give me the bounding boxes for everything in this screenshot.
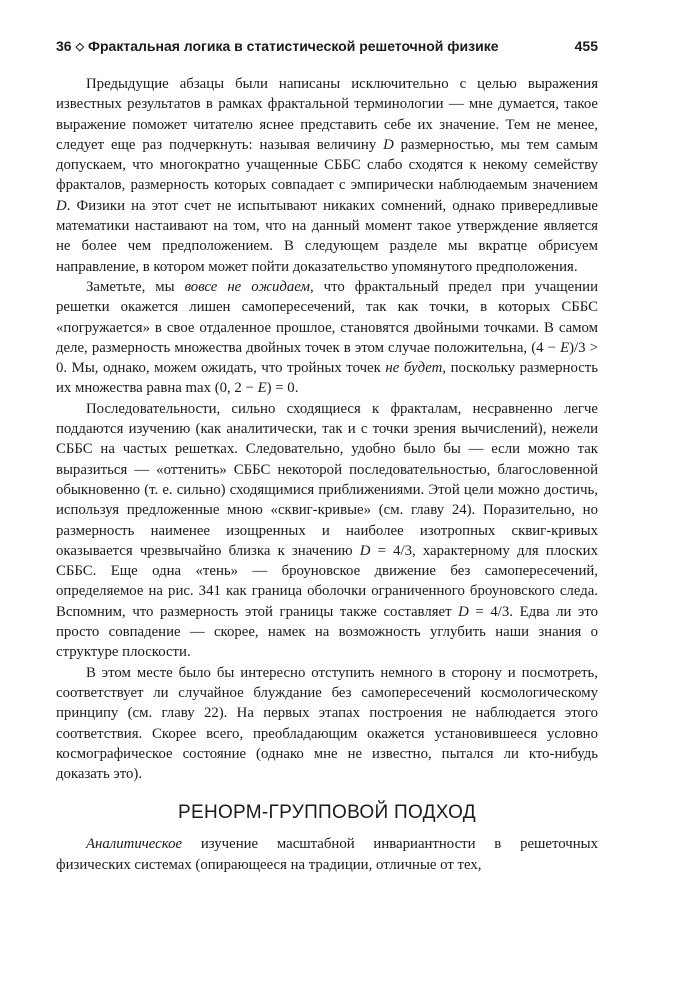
paragraph xyxy=(56,74,598,277)
math-symbol: D xyxy=(458,603,469,620)
diamond-icon: ◇ xyxy=(75,40,85,53)
text-run: В этом месте было бы интересно отступить немного в сторону и посмотреть, соответствует ли случайное блуждание без самопересечений космологическому принципу (см. главу 22). На первых этапах построения не наблюдается этого соответствия. Скорее всего, преобладающим окажется установившееся условно космографическое состояние (однако мне не известно, пытался ли кто-нибудь доказать это). xyxy=(56,664,598,783)
section-title: РЕНОРМ-ГРУППОВОЙ ПОДХОД xyxy=(178,802,476,824)
text-run: )/3 > 0. Мы, однако, можем ожидать, что тройных точек xyxy=(56,339,599,377)
text-run: . Физики на этот счет не испытывают никаких сомнений, однако привередливые математики настаивают на том, что на данный момент такое утверждение является не более чем предположением. В следующем разделе мы вкратце обрисуем направление, в котором может пойти доказательство упомянутого предположения. xyxy=(56,197,598,275)
body-text xyxy=(56,74,598,875)
text-run: = 4/3, характерному для плоских СББС. Еще одна «тень» — броуновское движение без самопересечений, определяемое на рис. 341 как граница оболочки ограниченного броуновского следа. Вспомним, что размерность этой границы также составляет xyxy=(56,542,598,620)
math-symbol: D xyxy=(383,136,394,153)
emphasis-text: Аналитическое xyxy=(86,836,183,853)
running-head xyxy=(56,36,598,56)
math-symbol: E xyxy=(257,380,267,397)
text-run: Предыдущие абзацы были написаны исключительно с целью выражения известных результатов в рамках фрактальной терминологии — мне думается, такое выражение поможет читателю яснее представить себе их значение. Тем не менее, следует еще раз подчеркнуть: называя величину xyxy=(56,76,598,153)
chapter-number: 36 xyxy=(56,38,72,54)
text-run: , поскольку размерность их множества равна max (0, 2 − xyxy=(56,360,598,397)
math-symbol: E xyxy=(560,339,570,356)
final-paragraph xyxy=(56,834,598,875)
math-symbol: D xyxy=(56,197,67,214)
chapter-title: Фрактальная логика в статистической решеточной физике xyxy=(88,38,499,54)
text-run: изучение масштабной инвариантности в решеточных физических системах (опирающееся на традиции, отличные от тех, xyxy=(56,836,598,873)
running-head-left xyxy=(56,38,499,54)
math-symbol: D xyxy=(359,542,371,559)
paragraph xyxy=(56,277,598,399)
text-run: = 4/3. Едва ли это просто совпадение — скорее, намек на возможность углубить наши знания о структуре плоскости. xyxy=(56,603,598,661)
text-run: размерностью, мы тем самым допускаем, что многократно учащенные СББС слабо сходятся к некому семейству фракталов, размерность которых совпадает с эмпирически наблюдаемым значением xyxy=(56,136,599,194)
emphasis-text: не будет xyxy=(385,360,443,377)
page-number: 455 xyxy=(574,38,598,54)
paragraph xyxy=(56,663,598,785)
text-run: ) = 0. xyxy=(266,380,299,397)
emphasis-text: вовсе не ожидаем xyxy=(184,278,310,295)
text-run: Заметьте, мы xyxy=(86,278,185,295)
paragraph xyxy=(56,399,598,663)
text-run: Последовательности, сильно сходящиеся к фракталам, несравненно легче поддаются изучению (как аналитически, так и с точки зрения вычислений), нежели СББС на частых решетках. Следовательно, удобно было бы — если можно так выразиться — «оттенить» СББС некоторой последовательностью, благословенной обыкновенно (т. е. сильно) сходящимися приближениями. Этой цели можно достичь, используя предложенные мною «сквиг-кривые» (см. главу 24). Поразительно, но размерность наименее изощренных и наиболее изотропных сквиг-кривых оказывается чрезвычайно близка к значению xyxy=(56,400,598,559)
text-run: , что фрактальный предел при учащении решетки окажется лишен самопересечений, так как точки, в которых СББС «погружается» в свое отдаленное прошлое, становятся двойными точками. В самом деле, размерность множества двойных точек в этом случае положительна, (4 − xyxy=(56,278,598,356)
